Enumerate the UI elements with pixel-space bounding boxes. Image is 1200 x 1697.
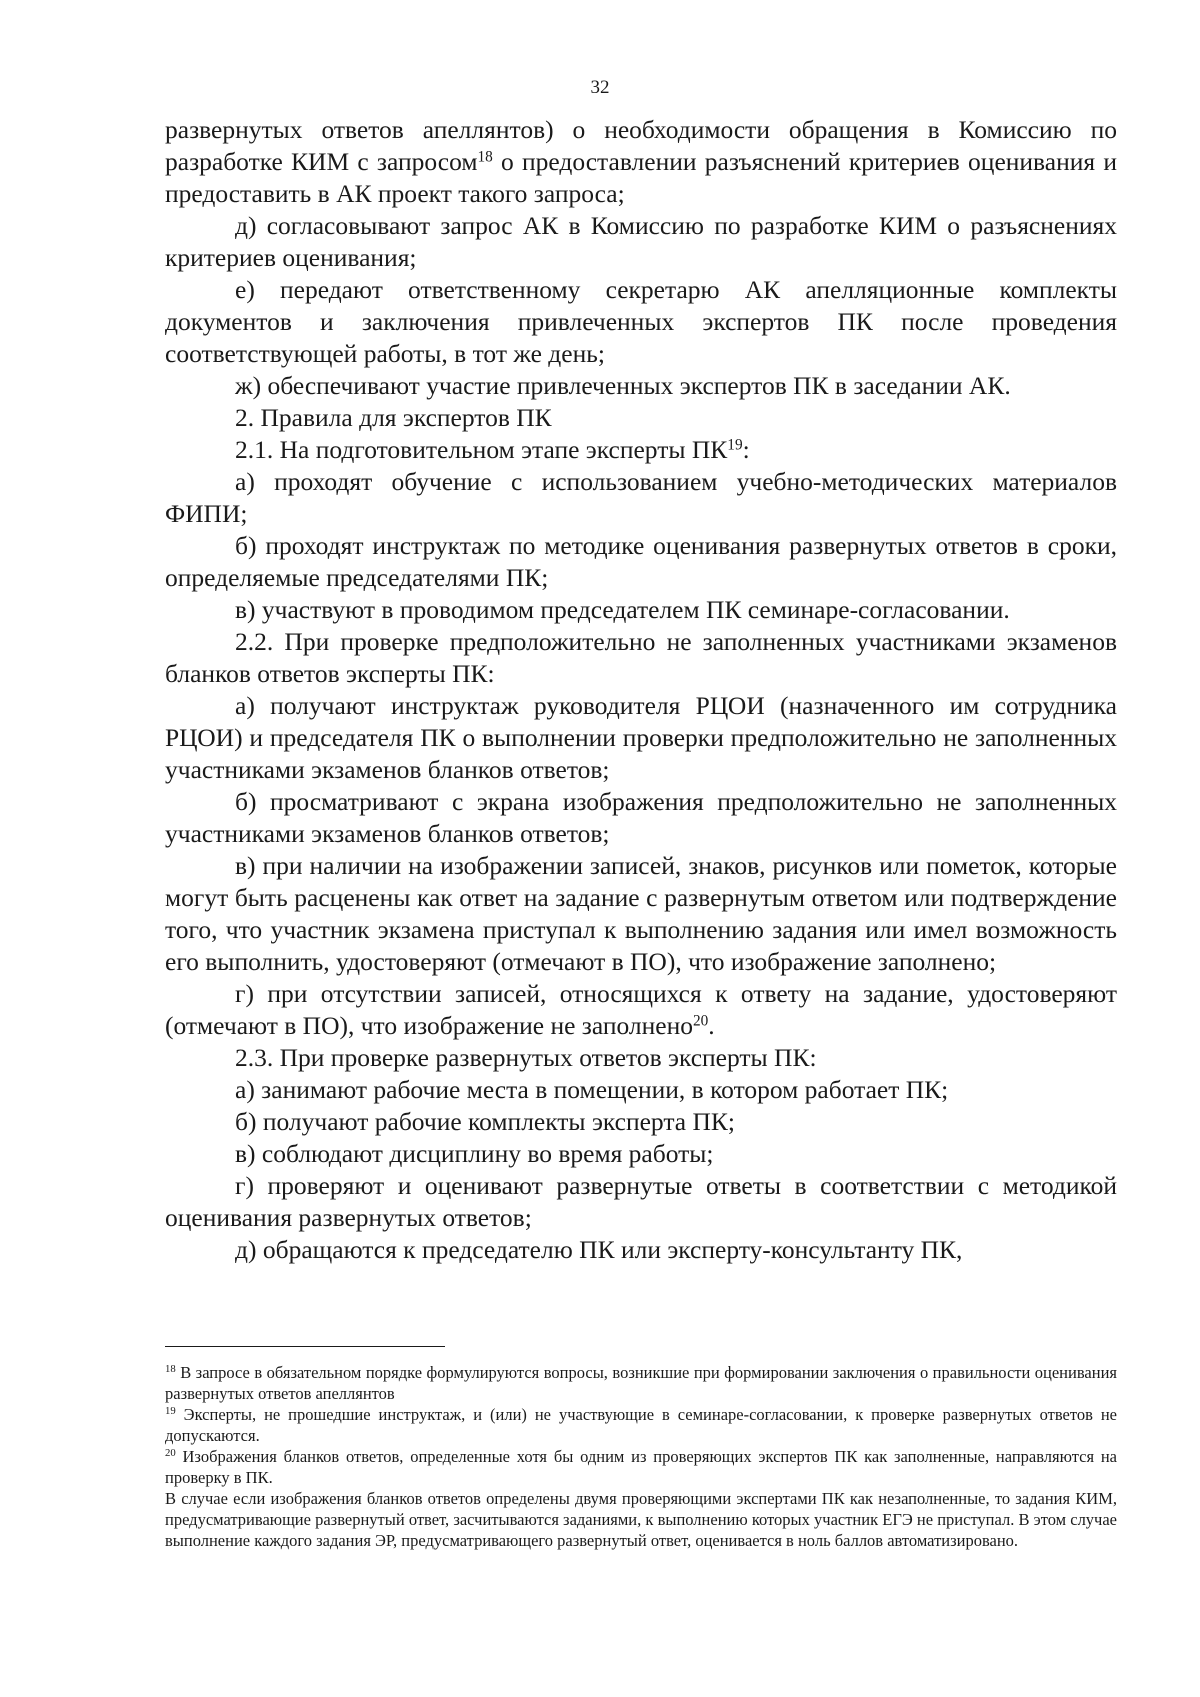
paragraph: д) обращаются к председателю ПК или эксперту-консультанту ПК, <box>235 1235 963 1264</box>
paragraph: г) при отсутствии записей, относящихся к ответу на задание, удостоверяют (отмечают в ПО), что изображение не заполнено$^{20}$. <box>165 979 1117 1040</box>
paragraph: в) участвуют в проводимом председателем ПК семинаре-согласовании. <box>235 595 1010 624</box>
paragraph: б) проходят инструктаж по методике оценивания развернутых ответов в сроки, определяемые председателями ПК; <box>165 531 1117 592</box>
paragraph: в) при наличии на изображении записей, знаков, рисунков или пометок, которые могут быть расценены как ответ на задание с развернутым ответом или подтверждение того, что участник экзамена приступал к выполнению задания или имел возможность его выполнить, удостоверяют (отмечают в ПО), что изображение заполнено; <box>165 851 1117 976</box>
footnotes <box>165 1362 1117 1551</box>
footnote-separator <box>165 1346 445 1347</box>
footnote: В случае если изображения бланков ответов определены двумя проверяющими экспертами ПК как незаполненные, то задания КИМ, предусматривающие развернутый ответ, засчитываются заданиями, к выполнению которых участник ЕГЭ не приступал. В этом случае выполнение каждого задания ЭР, предусматривающего развернутый ответ, оценивается в ноль баллов автоматизировано. <box>165 1489 1117 1550</box>
paragraph: а) занимают рабочие места в помещении, в котором работает ПК; <box>235 1075 949 1104</box>
paragraph: г) проверяют и оценивают развернутые ответы в соответствии с методикой оценивания развернутых ответов; <box>165 1171 1117 1232</box>
section-heading: 2. Правила для экспертов ПК <box>235 403 552 432</box>
paragraph: а) получают инструктаж руководителя РЦОИ (назначенного им сотрудника РЦОИ) и председателя ПК о выполнении проверки предположительно не заполненных участниками экзаменов бланков ответов; <box>165 691 1117 784</box>
paragraph: е) передают ответственному секретарю АК апелляционные комплекты документов и заключения привлеченных экспертов ПК после проведения соответствующей работы, в тот же день; <box>165 275 1117 368</box>
paragraph: 2.2. При проверке предположительно не заполненных участниками экзаменов бланков ответов эксперты ПК: <box>165 627 1117 688</box>
body-text <box>165 114 1117 1266</box>
paragraph: в) соблюдают дисциплину во время работы; <box>235 1139 714 1168</box>
footnote-mark: 19 <box>165 1405 176 1418</box>
paragraph: ж) обеспечивают участие привлеченных экспертов ПК в заседании АК. <box>235 371 1011 400</box>
footnote-ref: 20 <box>692 1012 709 1030</box>
footnote: $^{20}$ Изображения бланков ответов, определенные хотя бы одним из проверяющих экспертов ПК как заполненные, направляются на проверку в ПК. <box>165 1447 1117 1487</box>
paragraph: 2.3. При проверке развернутых ответов эксперты ПК: <box>235 1043 817 1072</box>
page-number: 32 <box>590 77 610 98</box>
paragraph: 2.1. На подготовительном этапе эксперты ПК$^{19}$: <box>235 435 750 464</box>
footnote: $^{19}$ Эксперты, не прошедшие инструктаж, и (или) не участвующие в семинаре-согласовании, к проверке развернутых ответов не допускаются. <box>165 1405 1117 1445</box>
paragraph: развернутых ответов апеллянтов) о необходимости обращения в Комиссию по разработке КИМ с запросом$^{18}$ о предоставлении разъяснений критериев оценивания и предоставить в АК проект такого запроса; <box>165 115 1117 208</box>
paragraph: б) просматривают с экрана изображения предположительно не заполненных участниками экзаменов бланков ответов; <box>165 787 1117 848</box>
footnote-ref: 19 <box>727 436 743 454</box>
paragraph: д) согласовывают запрос АК в Комиссию по разработке КИМ о разъяснениях критериев оценивания; <box>165 211 1117 272</box>
footnote-mark: 20 <box>165 1447 176 1460</box>
footnote-ref: 18 <box>477 148 493 166</box>
paragraph: а) проходят обучение с использованием учебно-методических материалов ФИПИ; <box>165 467 1117 528</box>
paragraph: б) получают рабочие комплекты эксперта ПК; <box>235 1107 735 1136</box>
footnote: $^{18}$ В запросе в обязательном порядке формулируются вопросы, возникшие при формировании заключения о правильности оценивания развернутых ответов апеллянтов <box>165 1363 1117 1403</box>
footnote-mark: 18 <box>165 1363 176 1376</box>
